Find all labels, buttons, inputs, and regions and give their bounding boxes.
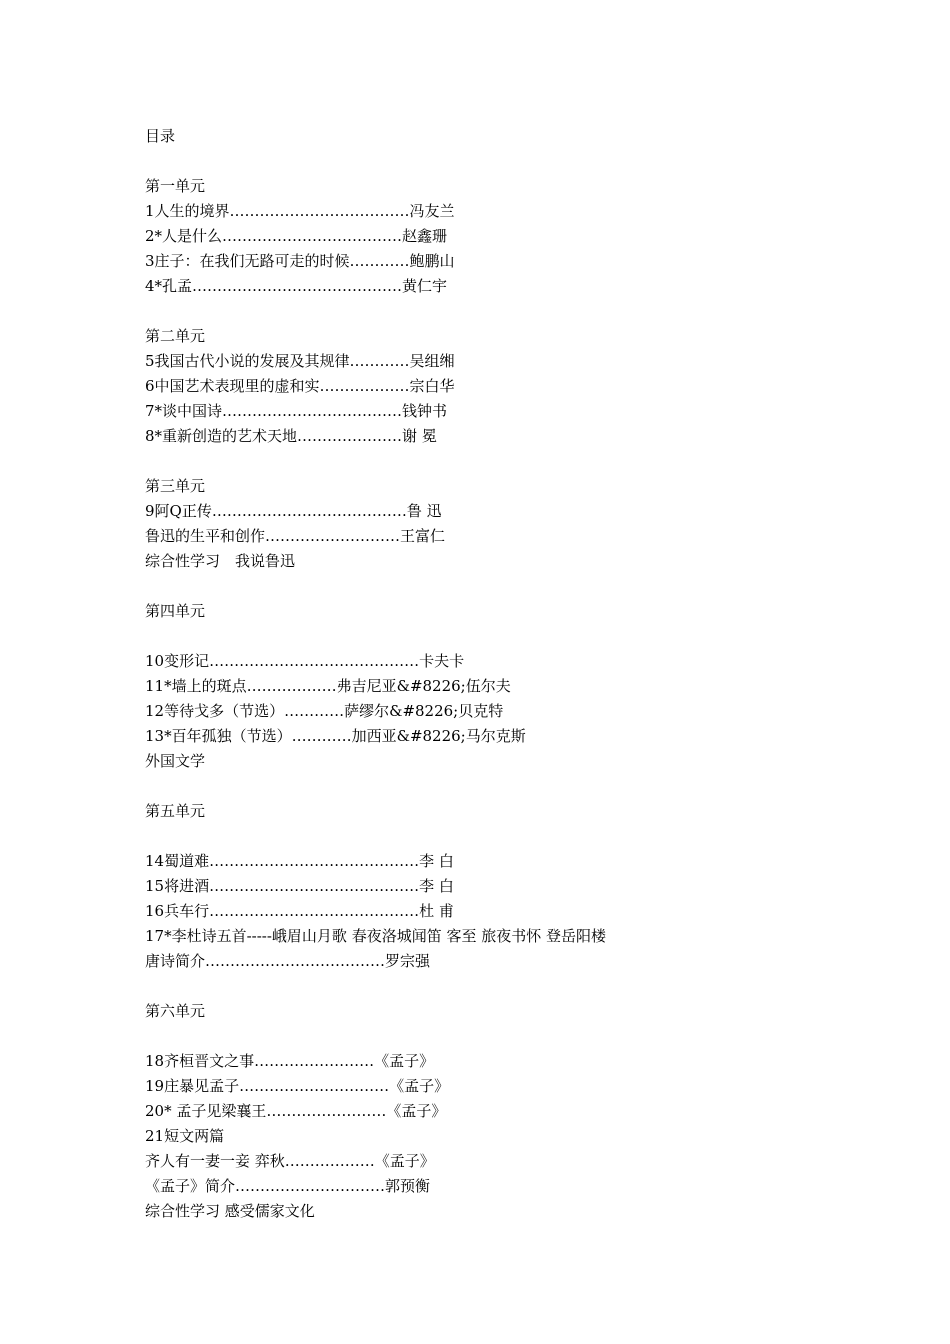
toc-entry: 18齐桓晋文之事……………………《孟子》 xyxy=(145,1052,435,1070)
unit-heading: 第四单元 xyxy=(145,602,206,620)
toc-entry: 7*谈中国诗………………………………钱钟书 xyxy=(145,402,448,420)
toc-entry: 综合性学习 我说鲁迅 xyxy=(145,552,296,570)
table-of-contents xyxy=(145,124,905,1224)
toc-entry: 综合性学习 感受儒家文化 xyxy=(145,1202,315,1220)
toc-entry: 6中国艺术表现里的虚和实………………宗白华 xyxy=(145,377,455,395)
spacer xyxy=(145,574,905,599)
unit-heading: 第五单元 xyxy=(145,802,206,820)
spacer xyxy=(145,299,905,324)
toc-entry: 4*孔孟……………………………………黄仁宇 xyxy=(145,277,448,295)
unit-section xyxy=(145,599,905,799)
spacer xyxy=(145,774,905,799)
unit-heading: 第三单元 xyxy=(145,477,206,495)
toc-entry: 19庄暴见孟子…………………………《孟子》 xyxy=(145,1077,450,1095)
toc-entry: 11*墙上的斑点………………弗吉尼亚&#8226;伍尔夫 xyxy=(145,677,511,695)
toc-entry: 齐人有一妻一妾 弈秋………………《孟子》 xyxy=(145,1152,435,1170)
toc-entry: 17*李杜诗五首-----峨眉山月歌 春夜洛城闻笛 客至 旅夜书怀 登岳阳楼 xyxy=(145,927,607,945)
toc-entry: 20* 孟子见梁襄王……………………《孟子》 xyxy=(145,1102,447,1120)
toc-entry: 1人生的境界………………………………冯友兰 xyxy=(145,202,455,220)
unit-section xyxy=(145,999,905,1224)
unit-list xyxy=(145,174,905,1224)
unit-heading: 第二单元 xyxy=(145,327,206,345)
unit-section xyxy=(145,324,905,474)
unit-section xyxy=(145,174,905,324)
spacer xyxy=(145,624,905,649)
toc-entry: 16兵车行……………………………………杜 甫 xyxy=(145,902,454,920)
toc-entry: 2*人是什么………………………………赵鑫珊 xyxy=(145,227,448,245)
toc-entry: 8*重新创造的艺术天地…………………谢 冕 xyxy=(145,427,437,445)
unit-section xyxy=(145,799,905,999)
spacer xyxy=(145,449,905,474)
toc-entry: 15将进酒……………………………………李 白 xyxy=(145,877,454,895)
toc-entry: 21短文两篇 xyxy=(145,1127,225,1145)
page-title: 目录 xyxy=(145,127,176,145)
unit-heading: 第一单元 xyxy=(145,177,206,195)
toc-entry: 5我国古代小说的发展及其规律…………吴组缃 xyxy=(145,352,455,370)
unit-heading: 第六单元 xyxy=(145,1002,206,1020)
toc-entry: 3庄子：在我们无路可走的时候…………鲍鹏山 xyxy=(145,252,455,270)
spacer xyxy=(145,974,905,999)
spacer xyxy=(145,149,905,174)
spacer xyxy=(145,1024,905,1049)
unit-section xyxy=(145,474,905,599)
spacer xyxy=(145,824,905,849)
toc-entry: 9阿Q正传…………………………………鲁 迅 xyxy=(145,502,442,520)
toc-entry: 12等待戈多（节选）…………萨缪尔&#8226;贝克特 xyxy=(145,702,504,720)
toc-entry: 鲁迅的生平和创作………………………王富仁 xyxy=(145,527,446,545)
toc-entry: 唐诗简介………………………………罗宗强 xyxy=(145,952,431,970)
toc-entry: 14蜀道难……………………………………李 白 xyxy=(145,852,454,870)
toc-entry: 10变形记……………………………………卡夫卡 xyxy=(145,652,465,670)
toc-entry: 《孟子》简介…………………………郭预衡 xyxy=(145,1177,431,1195)
toc-entry: 13*百年孤独（节选）…………加西亚&#8226;马尔克斯 xyxy=(145,727,526,745)
toc-entry: 外国文学 xyxy=(145,752,206,770)
